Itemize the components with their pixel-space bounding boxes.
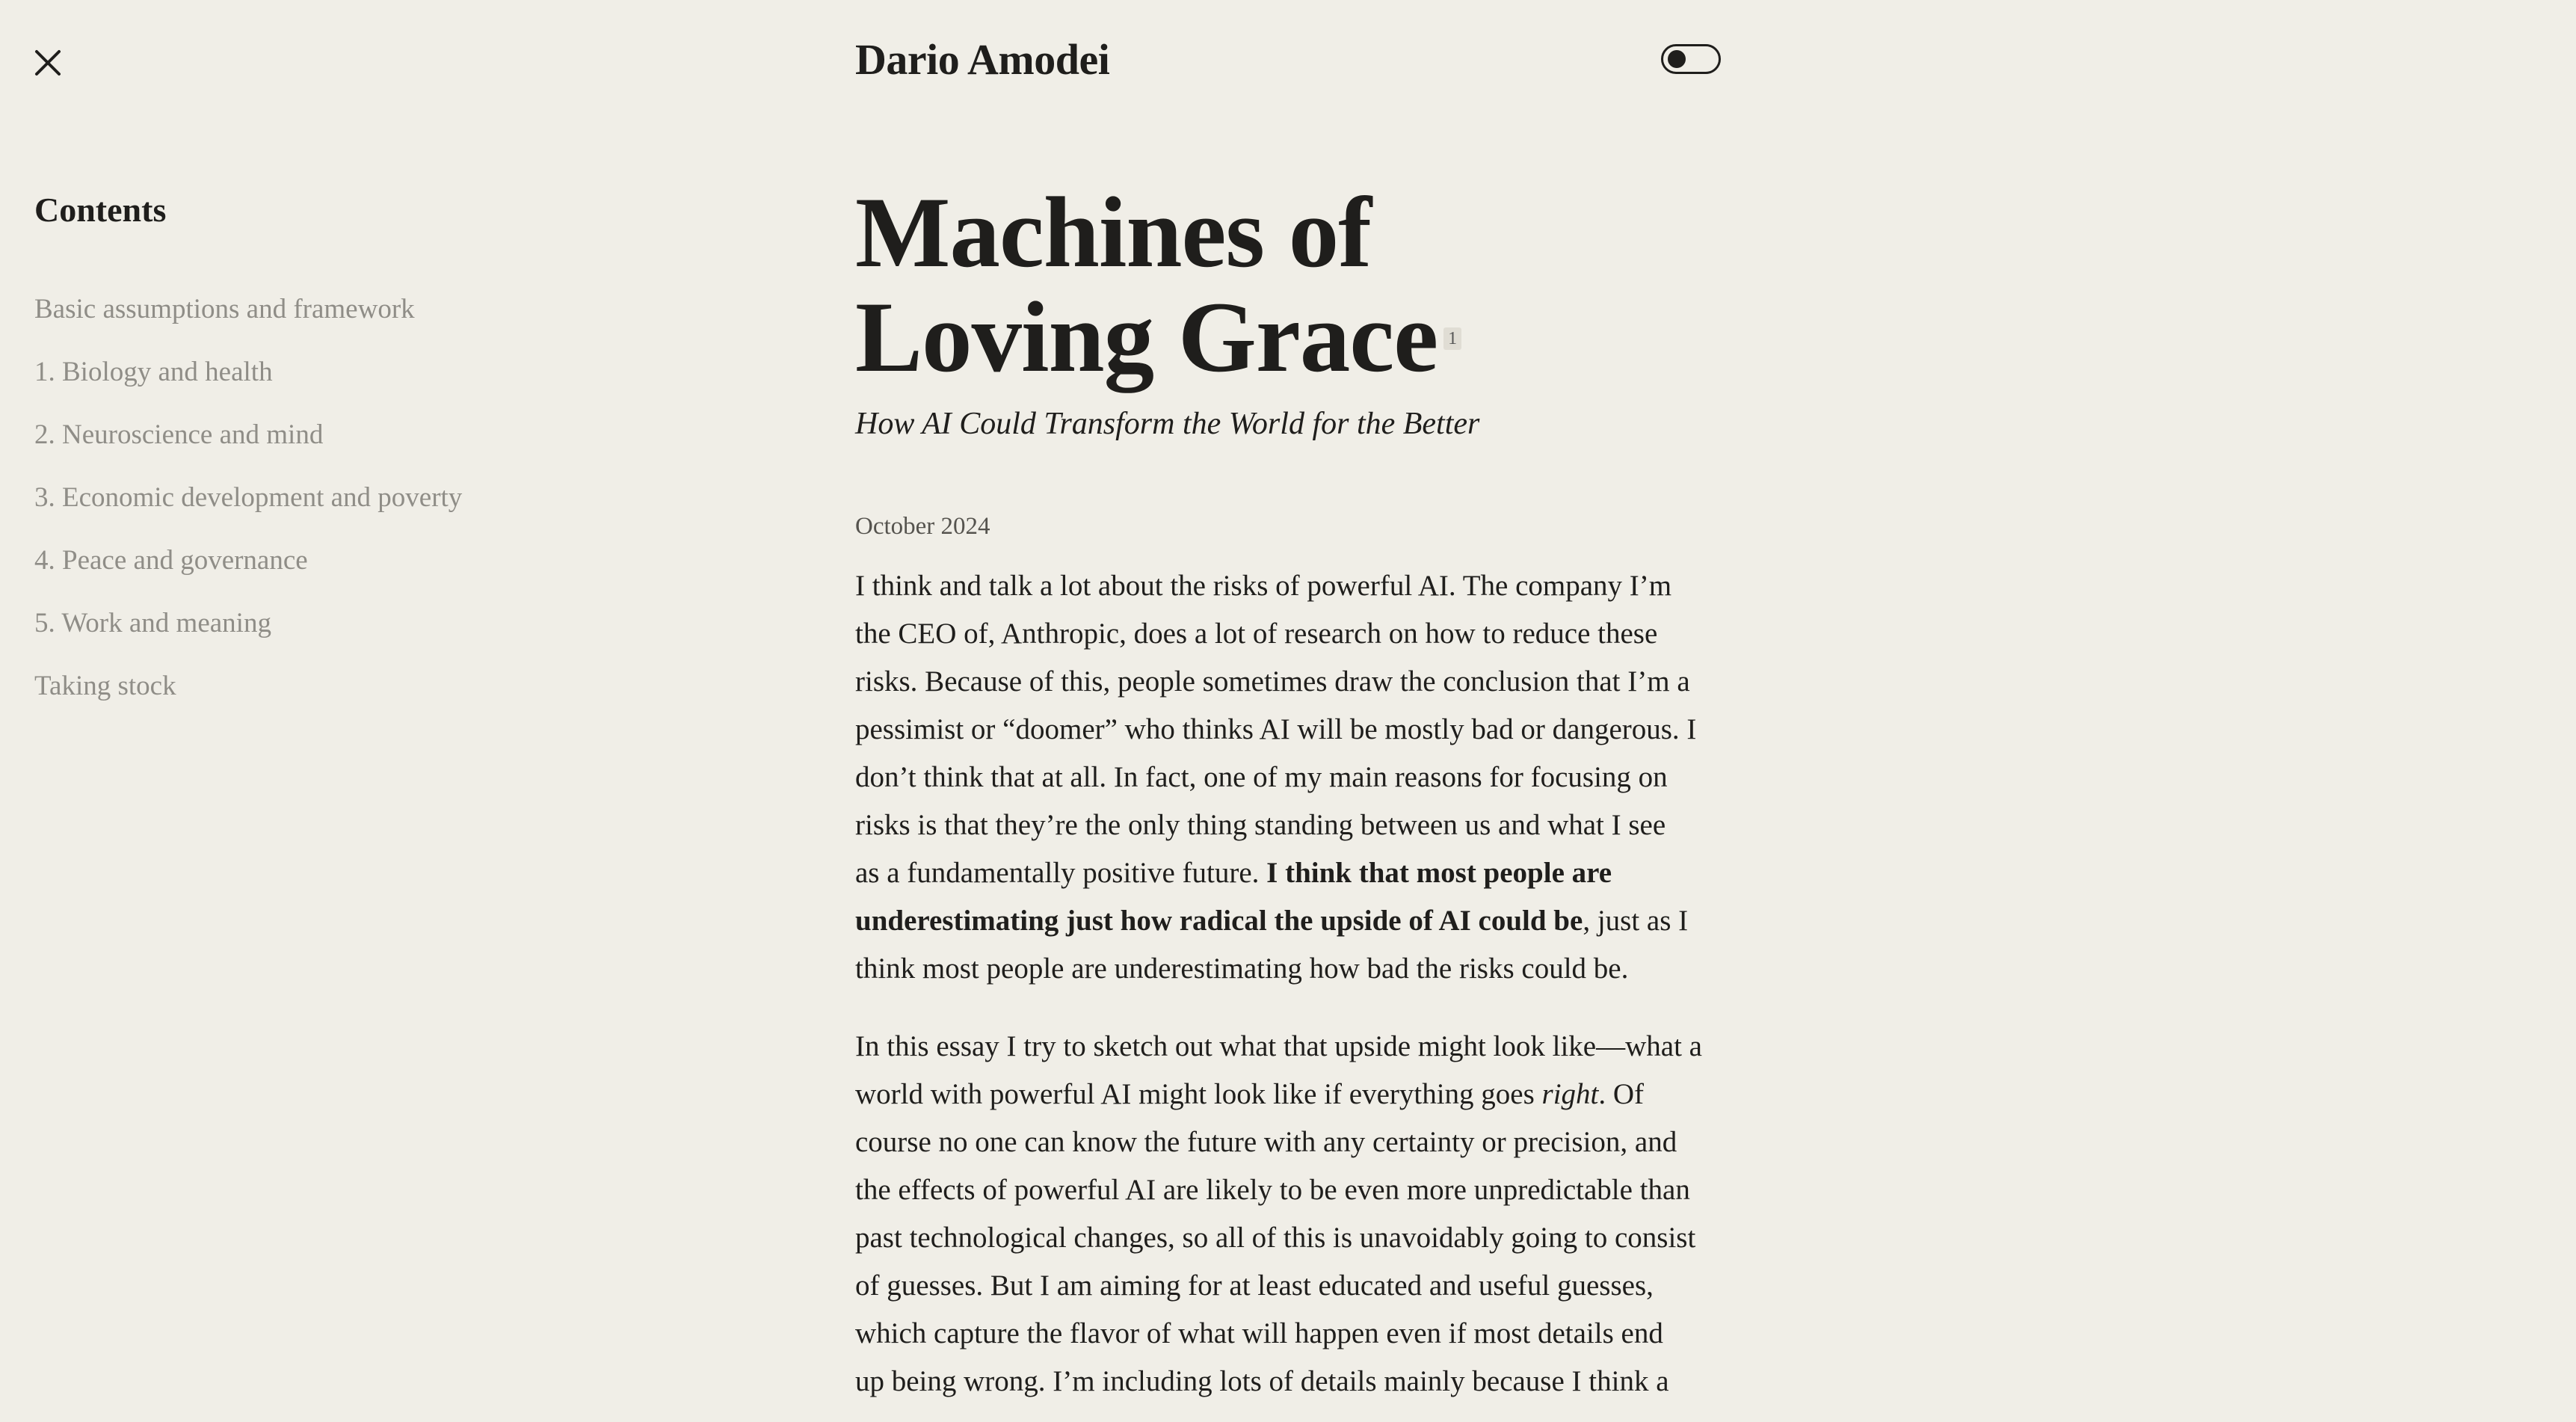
close-icon — [28, 43, 67, 82]
toggle-knob — [1668, 50, 1686, 68]
text-line: pessimist or “doomer” who thinks AI will be mostly bad or dangerous. I — [855, 713, 1697, 745]
toc-item[interactable]: Taking stock — [34, 671, 176, 701]
toc-item[interactable]: 2. Neuroscience and mind — [34, 419, 324, 450]
text-line: risks. Because of this, people sometimes draw the conclusion that I’m a — [855, 665, 1690, 698]
text-run: as a fundamentally positive future. — [855, 857, 1267, 889]
text-line: risks is that they’re the only thing standing between us and what I see — [855, 809, 1666, 841]
article-title — [855, 177, 1730, 393]
text-line — [855, 849, 1730, 897]
site-name-link[interactable]: Dario Amodei — [855, 35, 1110, 84]
toc-item[interactable]: 4. Peace and governance — [34, 545, 308, 576]
text-line — [855, 897, 1730, 945]
bold-text: I think that most people are — [1266, 857, 1612, 889]
table-of-contents — [34, 185, 707, 718]
title-line-1: Machines of — [855, 177, 1372, 289]
text-line: think most people are underestimating how bad the risks could be. — [855, 952, 1629, 985]
text-run: . Of — [1598, 1078, 1645, 1110]
close-button[interactable] — [28, 43, 67, 82]
italic-text: right — [1541, 1078, 1599, 1110]
toc-item[interactable]: 1. Biology and health — [34, 357, 273, 387]
title-line-2 — [855, 282, 1730, 393]
publish-date: October 2024 — [855, 513, 990, 540]
paragraph-1 — [855, 562, 1730, 993]
text-line: which capture the flavor of what will happen even if most details end — [855, 1317, 1663, 1349]
text-line: course no one can know the future with any certainty or precision, and — [855, 1126, 1677, 1158]
text-line: the effects of powerful AI are likely to be even more unpredictable than — [855, 1174, 1690, 1206]
toc-list — [34, 278, 707, 718]
text-line: of guesses. But I am aiming for at least educated and useful guesses, — [855, 1269, 1654, 1302]
text-line: past technological changes, so all of this is unavoidably going to consist — [855, 1222, 1696, 1254]
text-line: up being wrong. I’m including lots of details mainly because I think a — [855, 1365, 1669, 1397]
footnote-marker[interactable]: 1 — [1443, 327, 1461, 350]
bold-text: underestimating just how radical the upside of AI could be — [855, 905, 1583, 937]
text-line: don’t think that at all. In fact, one of my main reasons for focusing on — [855, 761, 1668, 793]
theme-toggle[interactable] — [1661, 44, 1721, 74]
text-line: In this essay I try to sketch out what that upside might look like—what a — [855, 1030, 1702, 1062]
text-line — [855, 1071, 1730, 1118]
toc-item[interactable]: 3. Economic development and poverty — [34, 482, 463, 513]
toc-item[interactable]: 5. Work and meaning — [34, 608, 271, 638]
article-subtitle: How AI Could Transform the World for the Better — [855, 407, 1480, 441]
toc-item[interactable]: Basic assumptions and framework — [34, 294, 415, 324]
paragraph-2 — [855, 1023, 1730, 1406]
article — [855, 177, 1730, 1406]
text-line: the CEO of, Anthropic, does a lot of research on how to reduce these — [855, 618, 1658, 650]
text-run: , just as I — [1583, 905, 1689, 937]
contents-heading: Contents — [34, 191, 167, 229]
text-run: world with powerful AI might look like if everything goes — [855, 1078, 1542, 1110]
text-line: I think and talk a lot about the risks of powerful AI. The company I’m — [855, 570, 1672, 602]
title-line-2-text: Loving Grace — [855, 282, 1438, 393]
